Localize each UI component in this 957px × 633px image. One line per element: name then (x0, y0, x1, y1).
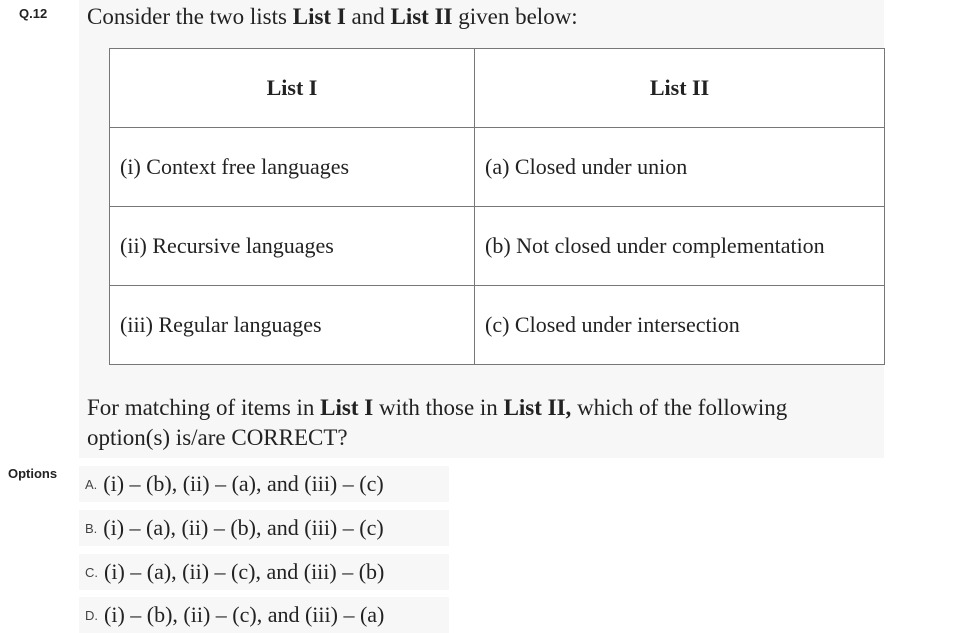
stem-text-3: given below: (452, 4, 578, 29)
header-list-ii: List II (475, 49, 885, 128)
table-cell: (a) Closed under union (475, 128, 885, 207)
option-letter: A. (85, 476, 98, 492)
option-letter: C. (85, 564, 98, 580)
option-letter: B. (85, 520, 98, 536)
option-letter: D. (85, 607, 98, 623)
option-text: (i) – (a), (ii) – (c), and (iii) – (b) (104, 559, 385, 584)
option-text: (i) – (b), (ii) – (a), and (iii) – (c) (103, 471, 384, 496)
option-b[interactable] (79, 510, 449, 546)
option-a[interactable] (79, 466, 449, 502)
table-cell: (i) Context free languages (110, 128, 475, 207)
followup-bold-list-ii: List II, (503, 395, 572, 420)
table-cell: (c) Closed under intersection (475, 286, 885, 365)
table-cell: (iii) Regular languages (110, 286, 475, 365)
followup-bold-list-i: List I (320, 395, 374, 420)
option-c[interactable] (79, 554, 449, 590)
option-text: (i) – (a), (ii) – (b), and (iii) – (c) (103, 515, 384, 540)
question-number: Q.12 (19, 6, 48, 21)
table-row (110, 207, 885, 286)
header-list-i: List I (110, 49, 475, 128)
table-cell: (ii) Recursive languages (110, 207, 475, 286)
table-row (110, 286, 885, 365)
followup-line-2: option(s) is/are CORRECT? (87, 425, 348, 450)
question-followup (87, 393, 787, 453)
table-row (110, 128, 885, 207)
table-header-row (110, 49, 885, 128)
followup-line-1 (87, 393, 787, 423)
options-label: Options (8, 466, 58, 481)
stem-bold-list-i: List I (292, 4, 346, 29)
stem-text-2: and (345, 4, 391, 29)
question-stem (87, 4, 578, 30)
stem-bold-list-ii: List II (390, 4, 453, 29)
followup-text-2: with those in (373, 395, 504, 420)
followup-text-3: which of the following (571, 395, 788, 420)
option-text: (i) – (b), (ii) – (c), and (iii) – (a) (104, 602, 385, 627)
option-d[interactable] (79, 597, 449, 633)
followup-text-1: For matching of items in (87, 395, 321, 420)
matching-table (109, 48, 885, 365)
stem-text-1: Consider the two lists (87, 4, 293, 29)
table-cell: (b) Not closed under complementation (475, 207, 885, 286)
